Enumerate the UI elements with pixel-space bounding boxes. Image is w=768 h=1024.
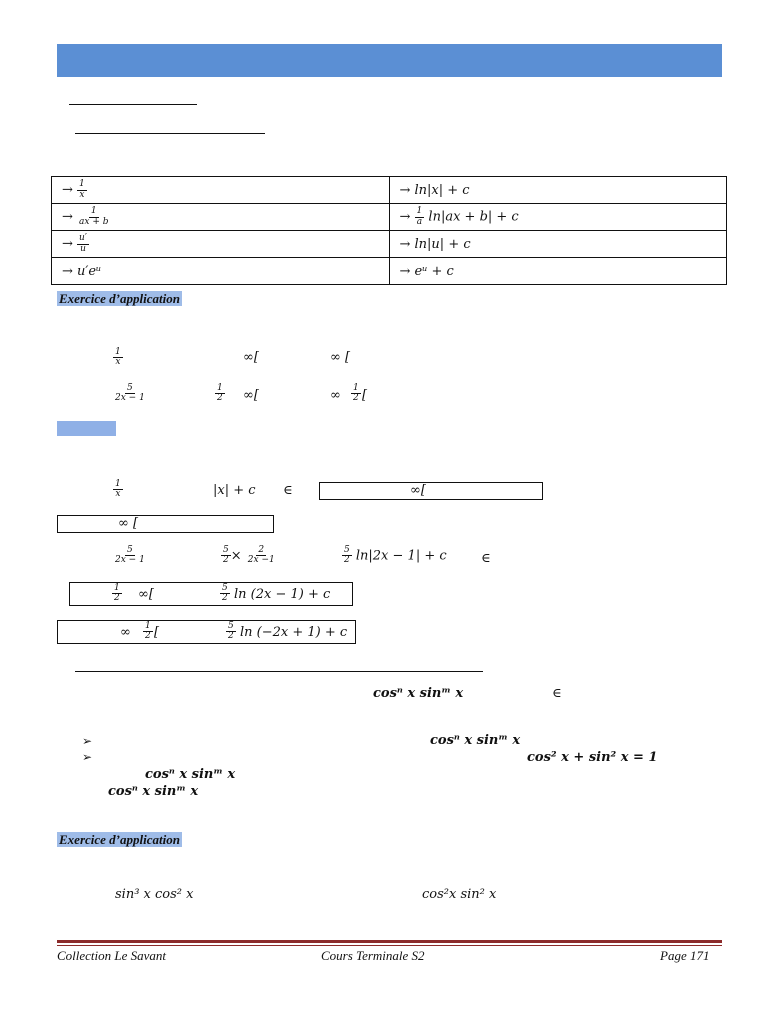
- ex1-line2-frac: $\frac{5}{2x - 1}$: [115, 383, 145, 404]
- table-cell-right: → ln|x| + c: [389, 177, 727, 204]
- sol-l5-box: ∞ $\frac{1}{2}$ [ $\frac{5}{2}$ ln (−2x + 1) + c: [57, 620, 356, 644]
- table-row: [52, 258, 727, 285]
- sol-l3-elem: ∈: [481, 551, 491, 566]
- solution-highlight: [57, 421, 116, 436]
- ex2-right: cos²x sin² x: [422, 887, 497, 902]
- sol-l3-frac: $\frac{5}{2x - 1}$: [115, 545, 145, 566]
- ex1-line1-t2: ∞ [: [330, 350, 351, 365]
- table-row: [52, 231, 727, 258]
- ex1-line2-half2: $\frac{1}{2}$: [353, 383, 359, 404]
- sol-l1-box: ∞[: [319, 482, 543, 500]
- sol-l1-elem: ∈: [283, 483, 293, 498]
- ex1-line2-half: $\frac{1}{2}$: [217, 383, 223, 404]
- ex1-line1-t1: ∞[: [243, 350, 259, 365]
- ex1-line2-t2: ∞: [330, 388, 341, 403]
- trig-elem: ∈: [552, 686, 562, 701]
- trig-expr-4: cosⁿ x sinᵐ x: [108, 784, 199, 799]
- sol-l4-box: $\frac{1}{2}$ ∞[ $\frac{5}{2}$ ln (2x − 1) + c: [69, 582, 353, 606]
- exercise-heading-2: Exercice d’application: [59, 832, 180, 847]
- title-underline-2: [75, 133, 265, 134]
- section-underline: [75, 671, 483, 672]
- sol-l1-t1: |x| + c: [213, 483, 256, 498]
- table-cell-right: → eᵘ + c: [389, 258, 727, 285]
- ex1-line1-frac: $\frac{1}{x}$: [115, 347, 121, 368]
- trig-expr-1: cosⁿ x sinᵐ x: [373, 686, 464, 701]
- table-cell-left: → $\frac{1}{ax + b}$: [52, 204, 390, 231]
- footer-left: Collection Le Savant: [57, 948, 167, 963]
- footer-rule-thin: [57, 945, 722, 946]
- table-row: [52, 177, 727, 204]
- exercise-heading-1: Exercice d’application: [59, 291, 180, 306]
- primitive-table: [51, 176, 727, 285]
- bullet-arrow-1: ➢: [82, 734, 93, 748]
- header-bar: [57, 44, 722, 77]
- bullet-arrow-2: ➢: [82, 750, 93, 764]
- ex1-line2-t1: ∞[: [243, 388, 259, 403]
- table-cell-left: → u′eᵘ: [52, 258, 390, 285]
- ex1-line2-t3: [: [362, 388, 368, 403]
- table-cell-right: → $\frac{1}{a}$ ln|ax + b| + c: [389, 204, 727, 231]
- sol-l3-expr: $\frac{5}{2}$ × $\frac{2}{2x -1}$: [223, 545, 275, 566]
- table-cell-left: → $\frac{u'}{u}$: [52, 231, 390, 258]
- title-underline-1: [69, 104, 197, 105]
- table-cell-right: → ln|u| + c: [389, 231, 727, 258]
- footer-rule-thick: [57, 940, 722, 943]
- footer-page-number: Page 171: [660, 948, 710, 963]
- trig-expr-3: cosⁿ x sinᵐ x: [145, 767, 236, 782]
- table-cell-left: → $\frac{1}{x}$: [52, 177, 390, 204]
- sol-l2-box: ∞ [: [57, 515, 274, 533]
- table-row: [52, 204, 727, 231]
- sol-l1-frac: $\frac{1}{x}$: [115, 479, 121, 500]
- ex2-left: sin³ x cos² x: [115, 887, 194, 902]
- sol-l3-result: $\frac{5}{2}$ ln|2x − 1| + c: [344, 545, 447, 566]
- trig-identity: cos² x + sin² x = 1: [527, 750, 658, 765]
- footer-center: Cours Terminale S2: [321, 948, 425, 963]
- trig-expr-2: cosⁿ x sinᵐ x: [430, 733, 521, 748]
